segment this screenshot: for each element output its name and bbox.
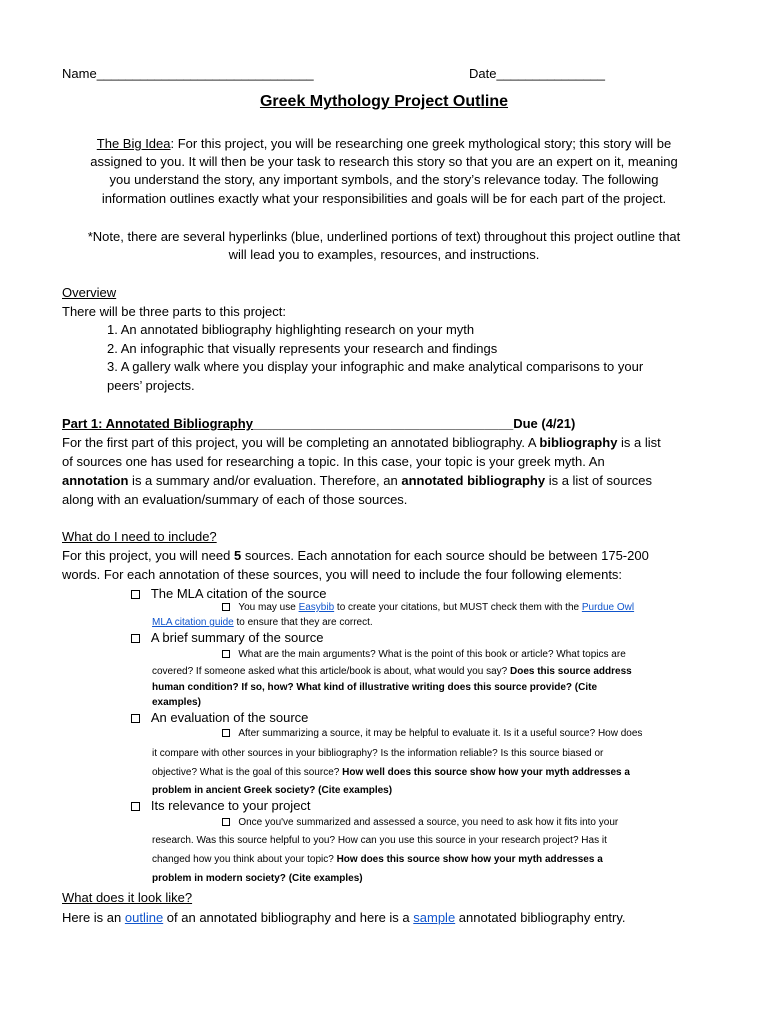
big-idea-line-1 <box>0 135 768 153</box>
include-line-2: words. For each annotation of these sources, you will need to include the four following elements: <box>62 567 623 582</box>
part1-line-3 <box>62 472 652 490</box>
relevance-sub-line-4: problem in modern society? (Cite examples) <box>152 873 363 884</box>
sub-bold: Does this source address <box>509 666 632 677</box>
name-label: Name <box>62 66 97 81</box>
mla-citation-guide-link[interactable]: MLA citation guide <box>152 617 234 628</box>
sub-text: Once you've summarized and assessed a source, you need to ask how it fits into your <box>238 817 619 828</box>
checklist-item-relevance <box>131 797 311 815</box>
sub-text: to ensure that they are correct. <box>233 617 373 628</box>
relevance-sub-line-2: research. Was this source helpful to you? How can you use this source in your research project? Has it <box>152 835 607 846</box>
part1-heading-blank: ____________________________________ <box>252 416 514 431</box>
part1-heading: Part 1: Annotated Bibliography <box>62 416 253 431</box>
part1-bold: annotation <box>62 473 129 488</box>
date-line <box>469 65 605 83</box>
checkbox-icon[interactable] <box>222 603 230 611</box>
look-line <box>62 909 626 927</box>
part1-line-4: along with an evaluation/summary of each of those sources. <box>62 492 408 507</box>
name-blank: ______________________________ <box>96 66 314 81</box>
evaluation-sub-line-1 <box>222 725 642 743</box>
summary-sub-line-3: human condition? If so, how? What kind of illustrative writing does this source provide? (Cite <box>152 682 598 693</box>
part1-text: is a list <box>617 435 661 450</box>
big-idea-text: : For this project, you will be researching one greek mythological story; this story will be <box>170 136 672 151</box>
note-line-2: will lead you to examples, resources, and instructions. <box>228 247 540 262</box>
note-line-1: *Note, there are several hyperlinks (blue, underlined portions of text) throughout this project outline that <box>87 229 681 244</box>
summary-sub-line-4: examples) <box>152 697 201 708</box>
include-bold: 5 <box>233 548 242 563</box>
overview-item-3: 3. A gallery walk where you display your infographic and make analytical comparisons to your <box>107 359 644 374</box>
sub-text: After summarizing a source, it may be helpful to evaluate it. Is it a useful source? How does <box>238 728 643 739</box>
look-text: of an annotated bibliography and here is a <box>163 910 414 925</box>
checkbox-icon[interactable] <box>222 650 230 658</box>
include-heading: What do I need to include? <box>62 529 217 544</box>
part1-bold: annotated bibliography <box>401 473 546 488</box>
sub-bold: How well does this source show how your myth addresses a <box>342 767 630 778</box>
sub-text: objective? What is the goal of this source? <box>152 767 343 778</box>
look-text: Here is an <box>62 910 125 925</box>
date-label: Date <box>469 66 497 81</box>
checklist-item-label: A brief summary of the source <box>150 630 324 645</box>
purdue-owl-link[interactable]: Purdue Owl <box>581 602 635 613</box>
evaluation-sub-line-3 <box>152 764 630 782</box>
include-text: sources. Each annotation for each source should be between 175-200 <box>241 548 649 563</box>
overview-intro: There will be three parts to this project: <box>62 304 286 319</box>
checklist-item-label: An evaluation of the source <box>150 710 309 725</box>
name-line <box>62 65 314 83</box>
part1-heading-line <box>62 415 575 433</box>
overview-heading: Overview <box>62 285 117 300</box>
part1-text: For the first part of this project, you will be completing an annotated bibliography. A <box>62 435 540 450</box>
checklist-item-label: The MLA citation of the source <box>150 586 327 601</box>
outline-link[interactable]: outline <box>124 910 164 925</box>
evaluation-sub-line-2: it compare with other sources in your bibliography? Is the information reliable? Is this source biased or <box>152 748 604 759</box>
checklist-item-label: Its relevance to your project <box>150 798 311 813</box>
sub-text: covered? If someone asked what this article/book is about, what would you say? <box>152 666 510 677</box>
summary-sub-line-1 <box>222 646 626 664</box>
sub-bold: How does this source show how your myth addresses a <box>336 854 603 865</box>
look-heading: What does it look like? <box>62 890 193 905</box>
checkbox-icon[interactable] <box>131 634 140 643</box>
part1-due: Due (4/21) <box>513 416 576 431</box>
page-title: Greek Mythology Project Outline <box>259 93 509 110</box>
relevance-sub-line-3 <box>152 851 603 869</box>
big-idea-line-4: information outlines exactly what your responsibilities and goals will be for each part of the project. <box>101 191 667 206</box>
checkbox-icon[interactable] <box>131 590 140 599</box>
part1-bold: bibliography <box>539 435 618 450</box>
overview-item-2: 2. An infographic that visually represents your research and findings <box>107 341 498 356</box>
include-line-1 <box>62 547 649 565</box>
checkbox-icon[interactable] <box>222 729 230 737</box>
checkbox-icon[interactable] <box>131 714 140 723</box>
sub-text: to create your citations, but MUST check them with the <box>334 602 582 613</box>
big-idea-line-3: you understand the story, any important symbols, and the story’s relevance today. The following <box>109 172 659 187</box>
relevance-sub-line-1 <box>222 814 618 832</box>
look-text: annotated bibliography entry. <box>455 910 626 925</box>
include-text: For this project, you will need <box>62 548 234 563</box>
part1-line-1 <box>62 434 661 452</box>
big-idea-label: The Big Idea <box>96 136 171 151</box>
date-blank: _______________ <box>496 66 605 81</box>
evaluation-sub-line-4: problem in ancient Greek society? (Cite examples) <box>152 785 393 796</box>
part1-line-2: of sources one has used for researching a topic. In this case, your topic is your greek myth. An <box>62 454 605 469</box>
big-idea-line-2: assigned to you. It will then be your task to research this story so that you are an expert on it, meaning <box>90 154 678 169</box>
part1-text: is a list of sources <box>545 473 653 488</box>
sub-text: changed how you think about your topic? <box>152 854 337 865</box>
sub-text: What are the main arguments? What is the point of this book or article? What topics are <box>238 649 626 660</box>
sub-text: You may use <box>238 602 299 613</box>
part1-text: is a summary and/or evaluation. Therefore, an <box>128 473 402 488</box>
easybib-link[interactable]: Easybib <box>298 602 335 613</box>
overview-item-3-cont: peers’ projects. <box>107 378 195 393</box>
sample-link[interactable]: sample <box>413 910 456 925</box>
checkbox-icon[interactable] <box>131 802 140 811</box>
checkbox-icon[interactable] <box>222 818 230 826</box>
overview-item-1: 1. An annotated bibliography highlighting research on your myth <box>107 322 475 337</box>
checklist-item-summary <box>131 629 324 647</box>
